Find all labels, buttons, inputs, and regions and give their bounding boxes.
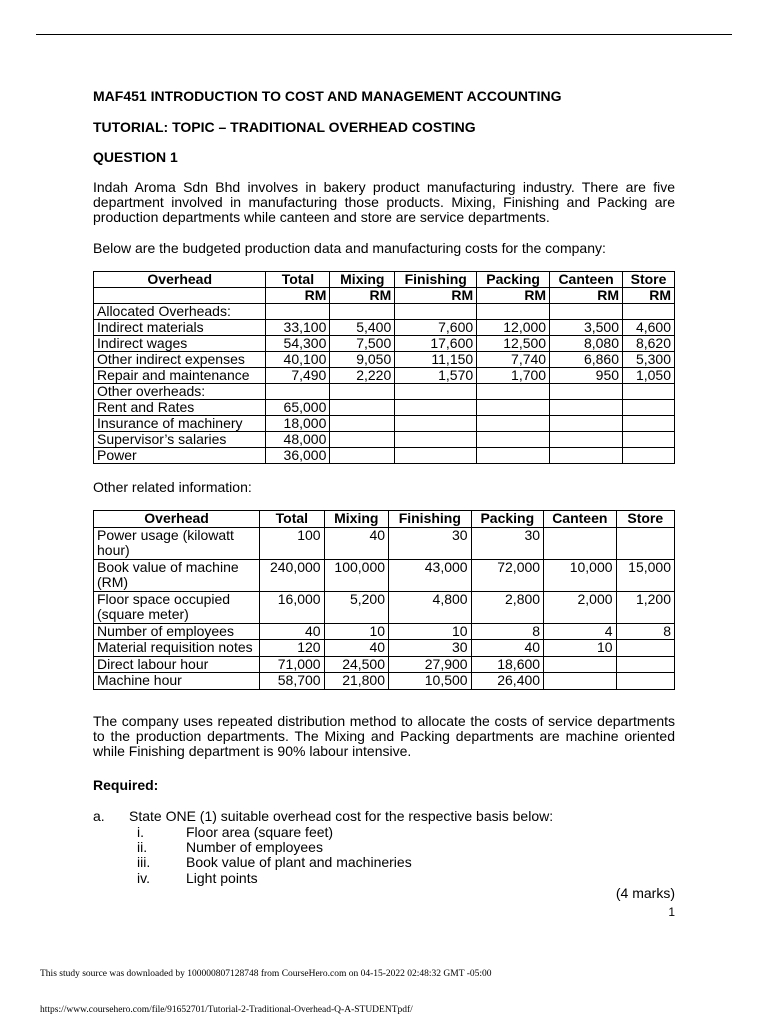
value-cell: RM	[266, 288, 330, 304]
table-units-row	[94, 288, 675, 304]
row-label-cell: Power	[94, 448, 266, 464]
value-cell: 36,000	[266, 448, 330, 464]
value-cell: 17,600	[395, 336, 477, 352]
value-cell: Mixing	[324, 511, 388, 528]
table-row	[94, 640, 675, 657]
value-cell: 2,000	[544, 591, 616, 623]
value-cell	[395, 416, 477, 432]
value-cell: 71,000	[260, 656, 324, 673]
row-label-cell: Direct labour hour	[94, 656, 260, 673]
value-cell: 16,000	[260, 591, 324, 623]
row-label-cell: Rent and Rates	[94, 400, 266, 416]
table-row	[94, 527, 675, 559]
value-cell: 9,050	[330, 352, 395, 368]
value-cell: 33,100	[266, 320, 330, 336]
value-cell	[616, 527, 674, 559]
value-cell	[544, 527, 616, 559]
value-cell: 65,000	[266, 400, 330, 416]
row-label-cell: Overhead	[94, 272, 266, 288]
question-heading: QUESTION 1	[93, 149, 178, 165]
value-cell: 21,800	[324, 673, 388, 690]
value-cell: 48,000	[266, 432, 330, 448]
item-ii-num: ii.	[137, 839, 148, 855]
value-cell	[623, 384, 675, 400]
value-cell	[623, 416, 675, 432]
budget-overhead-table	[93, 271, 675, 464]
value-cell: 1,200	[616, 591, 674, 623]
value-cell: 2,800	[471, 591, 543, 623]
value-cell: 1,700	[477, 368, 550, 384]
row-label-cell: Machine hour	[94, 673, 260, 690]
value-cell: Canteen	[550, 272, 623, 288]
value-cell: 18,600	[471, 656, 543, 673]
value-cell: 40	[260, 623, 324, 640]
value-cell	[330, 400, 395, 416]
value-cell: 24,500	[324, 656, 388, 673]
table-row	[94, 432, 675, 448]
value-cell	[623, 448, 675, 464]
value-cell: 18,000	[266, 416, 330, 432]
table-row	[94, 673, 675, 690]
value-cell: 58,700	[260, 673, 324, 690]
value-cell	[330, 304, 395, 320]
table-row	[94, 352, 675, 368]
value-cell: RM	[477, 288, 550, 304]
value-cell: 2,220	[330, 368, 395, 384]
document-title: MAF451 INTRODUCTION TO COST AND MANAGEMENT ACCOUNTING	[93, 88, 562, 104]
value-cell: Mixing	[330, 272, 395, 288]
value-cell	[544, 673, 616, 690]
value-cell: 4,800	[389, 591, 472, 623]
value-cell: 11,150	[395, 352, 477, 368]
value-cell	[477, 400, 550, 416]
value-cell	[330, 416, 395, 432]
top-rule	[36, 34, 732, 35]
value-cell: 7,600	[395, 320, 477, 336]
value-cell	[550, 448, 623, 464]
row-label-cell	[94, 288, 266, 304]
value-cell: 72,000	[471, 559, 543, 591]
footer-url: https://www.coursehero.com/file/91652701/Tutorial-2-Traditional-Overhead-Q-A-STUDENTpdf/	[40, 1005, 413, 1015]
value-cell: 10	[389, 623, 472, 640]
table-row	[94, 591, 675, 623]
table-row	[94, 400, 675, 416]
value-cell: 8,080	[550, 336, 623, 352]
item-i-text: Floor area (square feet)	[186, 824, 334, 840]
value-cell: 7,740	[477, 352, 550, 368]
value-cell	[623, 400, 675, 416]
value-cell	[477, 448, 550, 464]
part-a-text: State ONE (1) suitable overhead cost for the respective basis below:	[129, 808, 554, 824]
value-cell: Finishing	[395, 272, 477, 288]
item-iii-num: iii.	[137, 854, 151, 870]
value-cell: RM	[395, 288, 477, 304]
row-label-cell: Indirect wages	[94, 336, 266, 352]
row-label-cell: Power usage (kilowatt hour)	[94, 527, 260, 559]
item-ii-text: Number of employees	[186, 839, 323, 855]
value-cell: Canteen	[544, 511, 616, 528]
value-cell	[395, 400, 477, 416]
value-cell: 40,100	[266, 352, 330, 368]
marks-label: (4 marks)	[615, 885, 675, 901]
value-cell: 240,000	[260, 559, 324, 591]
value-cell: 12,500	[477, 336, 550, 352]
value-cell: RM	[623, 288, 675, 304]
value-cell: RM	[550, 288, 623, 304]
row-label-cell: Other indirect expenses	[94, 352, 266, 368]
value-cell: 26,400	[471, 673, 543, 690]
table-row	[94, 623, 675, 640]
value-cell	[477, 432, 550, 448]
value-cell: 120	[260, 640, 324, 657]
value-cell	[395, 304, 477, 320]
value-cell: 8,620	[623, 336, 675, 352]
value-cell: Finishing	[389, 511, 472, 528]
row-label-cell: Supervisor’s salaries	[94, 432, 266, 448]
value-cell	[477, 416, 550, 432]
item-iii-text: Book value of plant and machineries	[186, 854, 412, 870]
value-cell: Packing	[477, 272, 550, 288]
table-header-row	[94, 511, 675, 528]
row-label-cell: Floor space occupied (square meter)	[94, 591, 260, 623]
row-label-cell: Allocated Overheads:	[94, 304, 266, 320]
value-cell: 43,000	[389, 559, 472, 591]
value-cell: 100	[260, 527, 324, 559]
value-cell	[544, 656, 616, 673]
item-iv-num: iv.	[137, 870, 150, 886]
row-label-cell: Book value of machine (RM)	[94, 559, 260, 591]
part-a-label: a.	[93, 808, 105, 824]
value-cell: RM	[330, 288, 395, 304]
intro-paragraph: Indah Aroma Sdn Bhd involves in bakery product manufacturing industry. There are five department involved in manufacturing those products. Mixing, Finishing and Packing are production departments while canteen and store are service departments.	[93, 179, 675, 225]
value-cell: 8	[471, 623, 543, 640]
row-label-cell: Number of employees	[94, 623, 260, 640]
value-cell	[550, 304, 623, 320]
value-cell: 3,500	[550, 320, 623, 336]
value-cell: 4	[544, 623, 616, 640]
row-label-cell: Material requisition notes	[94, 640, 260, 657]
tutorial-subtitle: TUTORIAL: TOPIC – TRADITIONAL OVERHEAD COSTING	[93, 119, 476, 135]
value-cell: 54,300	[266, 336, 330, 352]
table-row	[94, 304, 675, 320]
value-cell	[330, 448, 395, 464]
required-heading: Required:	[93, 777, 159, 793]
value-cell: 4,600	[623, 320, 675, 336]
value-cell: 1,050	[623, 368, 675, 384]
row-label-cell: Indirect materials	[94, 320, 266, 336]
value-cell	[395, 448, 477, 464]
value-cell: 40	[324, 527, 388, 559]
value-cell	[550, 416, 623, 432]
table-row	[94, 384, 675, 400]
table-row	[94, 448, 675, 464]
item-iv-text: Light points	[186, 870, 258, 886]
other-info-label: Other related information:	[93, 479, 252, 495]
value-cell	[477, 384, 550, 400]
value-cell: 8	[616, 623, 674, 640]
row-label-cell: Repair and maintenance	[94, 368, 266, 384]
table-row	[94, 416, 675, 432]
related-info-table	[93, 510, 675, 690]
value-cell: 1,570	[395, 368, 477, 384]
value-cell: Store	[623, 272, 675, 288]
value-cell: 30	[389, 527, 472, 559]
value-cell: Packing	[471, 511, 543, 528]
value-cell: 10,500	[389, 673, 472, 690]
value-cell: 10	[544, 640, 616, 657]
footer-source: This study source was downloaded by 100000807128748 from CourseHero.com on 04-15-2022 02:48:32 GMT -05:00	[40, 969, 492, 979]
table-row	[94, 559, 675, 591]
value-cell: Total	[260, 511, 324, 528]
value-cell	[266, 384, 330, 400]
value-cell	[266, 304, 330, 320]
value-cell: 7,500	[330, 336, 395, 352]
value-cell: 30	[471, 527, 543, 559]
value-cell: 7,490	[266, 368, 330, 384]
value-cell	[395, 384, 477, 400]
value-cell	[616, 640, 674, 657]
table-row	[94, 320, 675, 336]
table-header-row	[94, 272, 675, 288]
value-cell	[616, 673, 674, 690]
table-row	[94, 656, 675, 673]
value-cell: 27,900	[389, 656, 472, 673]
value-cell	[330, 432, 395, 448]
value-cell: 950	[550, 368, 623, 384]
row-label-cell: Overhead	[94, 511, 260, 528]
value-cell: 5,200	[324, 591, 388, 623]
page-number: 1	[668, 905, 675, 919]
value-cell: 15,000	[616, 559, 674, 591]
row-label-cell: Other overheads:	[94, 384, 266, 400]
value-cell: 30	[389, 640, 472, 657]
value-cell	[550, 384, 623, 400]
value-cell: 10,000	[544, 559, 616, 591]
value-cell	[550, 432, 623, 448]
table-row	[94, 336, 675, 352]
value-cell	[623, 304, 675, 320]
value-cell	[330, 384, 395, 400]
below-text: Below are the budgeted production data and manufacturing costs for the company:	[93, 240, 606, 256]
value-cell	[623, 432, 675, 448]
row-label-cell: Insurance of machinery	[94, 416, 266, 432]
item-i-num: i.	[137, 824, 144, 840]
value-cell	[477, 304, 550, 320]
value-cell	[395, 432, 477, 448]
value-cell: 40	[324, 640, 388, 657]
value-cell: 40	[471, 640, 543, 657]
value-cell: Store	[616, 511, 674, 528]
value-cell: Total	[266, 272, 330, 288]
value-cell: 5,300	[623, 352, 675, 368]
table-row	[94, 368, 675, 384]
value-cell	[550, 400, 623, 416]
value-cell: 100,000	[324, 559, 388, 591]
value-cell: 5,400	[330, 320, 395, 336]
value-cell: 6,860	[550, 352, 623, 368]
value-cell: 12,000	[477, 320, 550, 336]
value-cell	[616, 656, 674, 673]
value-cell: 10	[324, 623, 388, 640]
method-paragraph: The company uses repeated distribution method to allocate the costs of service departments to the production departments. The Mixing and Packing departments are machine oriented while Finishing department is 90% labour intensive.	[93, 713, 675, 759]
